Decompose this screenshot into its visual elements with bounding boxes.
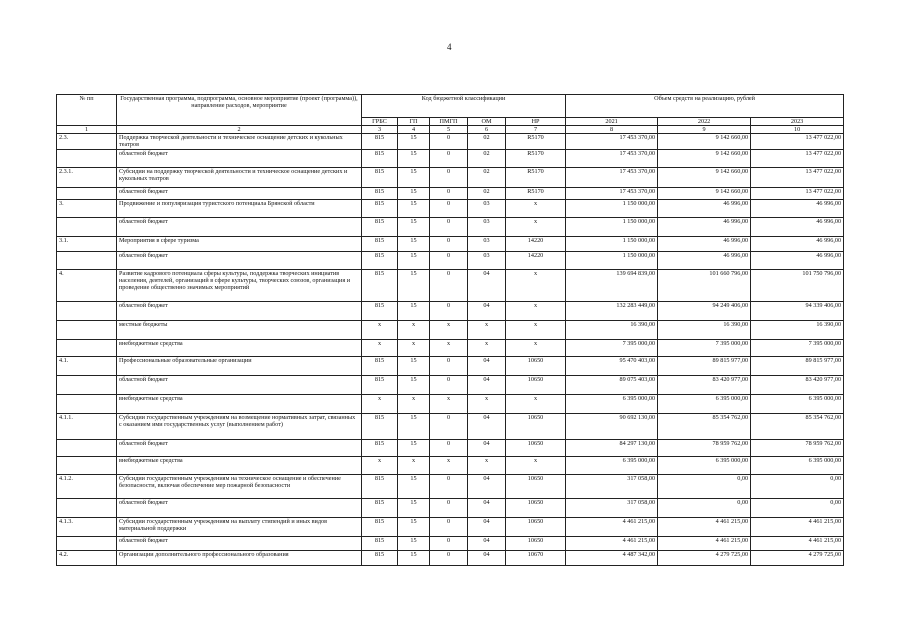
table-row: [57, 375, 844, 394]
cell-nr: х: [506, 199, 566, 217]
table-row: [57, 269, 844, 301]
cell-y2021: 4 461 215,00: [566, 517, 658, 536]
cell-num: [57, 217, 117, 236]
cell-y2021: 6 395 000,00: [566, 456, 658, 474]
cell-y2023: 0,00: [751, 474, 844, 498]
header-colnum-1: 1: [57, 126, 117, 134]
cell-y2022: 46 996,00: [658, 217, 751, 236]
header-code-pmgp: ПМГП: [430, 118, 468, 126]
cell-om: 04: [468, 550, 506, 565]
cell-nr: R5170: [506, 149, 566, 167]
cell-num: [57, 456, 117, 474]
cell-pmgp: 0: [430, 356, 468, 375]
cell-grbs: 815: [362, 134, 398, 149]
cell-gp: 15: [398, 301, 430, 320]
cell-grbs: х: [362, 394, 398, 413]
table-row: [57, 149, 844, 167]
cell-num: 4.: [57, 269, 117, 301]
cell-om: 02: [468, 187, 506, 199]
header-code-nr: НР: [506, 118, 566, 126]
table-row: [57, 474, 844, 498]
cell-name: внебюджетные средства: [117, 456, 362, 474]
cell-om: х: [468, 320, 506, 339]
cell-nr: х: [506, 456, 566, 474]
cell-pmgp: 0: [430, 149, 468, 167]
cell-gp: 15: [398, 217, 430, 236]
cell-gp: 15: [398, 550, 430, 565]
table-row: [57, 517, 844, 536]
cell-y2022: 16 390,00: [658, 320, 751, 339]
header-year-2023: 2023: [751, 118, 844, 126]
cell-grbs: 815: [362, 498, 398, 517]
cell-grbs: х: [362, 339, 398, 356]
cell-name: Мероприятия в сфере туризма: [117, 236, 362, 251]
cell-y2023: 46 996,00: [751, 236, 844, 251]
cell-y2022: 9 142 660,00: [658, 187, 751, 199]
table-row: [57, 301, 844, 320]
cell-y2022: 4 461 215,00: [658, 536, 751, 550]
header-name: Государственная программа, подпрограмма, основное мероприятие (проект (программа)), направление расходов, мероприятие: [117, 95, 362, 126]
cell-y2021: 1 150 000,00: [566, 236, 658, 251]
cell-num: 4.1.3.: [57, 517, 117, 536]
cell-nr: 14220: [506, 251, 566, 269]
cell-grbs: 815: [362, 199, 398, 217]
cell-gp: х: [398, 320, 430, 339]
cell-num: [57, 394, 117, 413]
cell-grbs: 815: [362, 536, 398, 550]
cell-pmgp: х: [430, 394, 468, 413]
cell-y2023: 4 279 725,00: [751, 550, 844, 565]
header-year-2022: 2022: [658, 118, 751, 126]
cell-gp: 15: [398, 236, 430, 251]
cell-gp: 15: [398, 187, 430, 199]
cell-name: Развитие кадрового потенциала сферы культуры, поддержка творческих инициатив населения, деятелей, организаций в сфере культуры, творческих союзов, организация и проведение общественно значимых мероприятий: [117, 269, 362, 301]
cell-y2021: 7 395 000,00: [566, 339, 658, 356]
cell-num: 3.1.: [57, 236, 117, 251]
header-year-2021: 2021: [566, 118, 658, 126]
header-colnum-3: 3: [362, 126, 398, 134]
cell-om: 04: [468, 498, 506, 517]
cell-gp: 15: [398, 199, 430, 217]
cell-nr: х: [506, 320, 566, 339]
cell-grbs: 815: [362, 167, 398, 187]
cell-gp: 15: [398, 474, 430, 498]
cell-y2022: 46 996,00: [658, 251, 751, 269]
cell-name: внебюджетные средства: [117, 394, 362, 413]
cell-gp: 15: [398, 536, 430, 550]
header-num: № пп: [57, 95, 117, 126]
cell-y2023: 7 395 000,00: [751, 339, 844, 356]
cell-om: 04: [468, 439, 506, 456]
cell-name: областной бюджет: [117, 187, 362, 199]
cell-gp: 15: [398, 375, 430, 394]
cell-y2022: 9 142 660,00: [658, 134, 751, 149]
table-row: [57, 167, 844, 187]
header-colnum-10: 10: [751, 126, 844, 134]
cell-num: [57, 498, 117, 517]
cell-y2022: 94 249 406,00: [658, 301, 751, 320]
cell-num: [57, 439, 117, 456]
cell-grbs: 815: [362, 236, 398, 251]
cell-nr: 10650: [506, 474, 566, 498]
cell-y2023: 13 477 022,00: [751, 167, 844, 187]
cell-num: [57, 187, 117, 199]
cell-pmgp: 0: [430, 413, 468, 439]
cell-om: 02: [468, 134, 506, 149]
cell-pmgp: 0: [430, 199, 468, 217]
cell-om: х: [468, 339, 506, 356]
cell-nr: 10650: [506, 413, 566, 439]
cell-y2021: 17 453 370,00: [566, 134, 658, 149]
cell-pmgp: х: [430, 339, 468, 356]
cell-name: Продвижение и популяризация туристского потенциала Брянской области: [117, 199, 362, 217]
cell-om: 03: [468, 236, 506, 251]
cell-y2023: 0,00: [751, 498, 844, 517]
cell-name: Субсидии государственным учреждениям на возмещение нормативных затрат, связанных с оказанием ими государственных услуг (выполнением работ): [117, 413, 362, 439]
cell-gp: 15: [398, 134, 430, 149]
cell-y2021: 317 058,00: [566, 474, 658, 498]
cell-name: Профессиональные образовательные организации: [117, 356, 362, 375]
cell-om: х: [468, 456, 506, 474]
cell-gp: 15: [398, 269, 430, 301]
cell-nr: х: [506, 394, 566, 413]
header-code-gp: ГП: [398, 118, 430, 126]
cell-y2022: 46 996,00: [658, 199, 751, 217]
cell-pmgp: 0: [430, 134, 468, 149]
header-colnum-5: 5: [430, 126, 468, 134]
cell-gp: 15: [398, 439, 430, 456]
cell-name: областной бюджет: [117, 439, 362, 456]
cell-y2023: 4 461 215,00: [751, 517, 844, 536]
cell-num: 4.1.1.: [57, 413, 117, 439]
cell-gp: 15: [398, 413, 430, 439]
cell-y2021: 95 470 403,00: [566, 356, 658, 375]
cell-nr: 14220: [506, 236, 566, 251]
cell-num: [57, 339, 117, 356]
cell-y2023: 46 996,00: [751, 217, 844, 236]
cell-grbs: 815: [362, 269, 398, 301]
cell-y2021: 90 692 130,00: [566, 413, 658, 439]
cell-y2022: 7 395 000,00: [658, 339, 751, 356]
cell-y2021: 6 395 000,00: [566, 394, 658, 413]
cell-nr: R5170: [506, 167, 566, 187]
cell-y2022: 0,00: [658, 474, 751, 498]
header-colnum-4: 4: [398, 126, 430, 134]
cell-y2021: 317 058,00: [566, 498, 658, 517]
cell-y2022: 9 142 660,00: [658, 149, 751, 167]
cell-gp: 15: [398, 356, 430, 375]
cell-om: 04: [468, 474, 506, 498]
cell-pmgp: 0: [430, 217, 468, 236]
table-row: [57, 339, 844, 356]
cell-num: 4.1.: [57, 356, 117, 375]
cell-gp: 15: [398, 498, 430, 517]
table-row: [57, 134, 844, 149]
cell-y2023: 46 996,00: [751, 251, 844, 269]
cell-y2022: 0,00: [658, 498, 751, 517]
cell-y2021: 1 150 000,00: [566, 251, 658, 269]
table-row: [57, 550, 844, 565]
cell-y2023: 85 354 762,00: [751, 413, 844, 439]
header-amounts-group: Объем средств на реализацию, рублей: [566, 95, 844, 118]
cell-num: 4.1.2.: [57, 474, 117, 498]
cell-num: [57, 301, 117, 320]
page-number: 4: [447, 42, 452, 52]
cell-y2023: 13 477 022,00: [751, 187, 844, 199]
cell-num: [57, 149, 117, 167]
cell-y2023: 89 815 977,00: [751, 356, 844, 375]
cell-grbs: 815: [362, 187, 398, 199]
cell-gp: х: [398, 394, 430, 413]
cell-pmgp: х: [430, 320, 468, 339]
cell-nr: х: [506, 301, 566, 320]
cell-y2023: 83 420 977,00: [751, 375, 844, 394]
cell-grbs: 815: [362, 301, 398, 320]
cell-grbs: 815: [362, 550, 398, 565]
cell-name: местные бюджеты: [117, 320, 362, 339]
cell-name: областной бюджет: [117, 375, 362, 394]
cell-nr: R5170: [506, 134, 566, 149]
cell-gp: х: [398, 339, 430, 356]
cell-y2021: 16 390,00: [566, 320, 658, 339]
cell-nr: 10650: [506, 498, 566, 517]
cell-y2022: 89 815 977,00: [658, 356, 751, 375]
header-colnum-2: 2: [117, 126, 362, 134]
cell-y2022: 6 395 000,00: [658, 394, 751, 413]
cell-grbs: 815: [362, 439, 398, 456]
header-codes-group: Код бюджетной классификации: [362, 95, 566, 118]
header-colnum-6: 6: [468, 126, 506, 134]
cell-grbs: 815: [362, 474, 398, 498]
cell-grbs: 815: [362, 517, 398, 536]
cell-grbs: х: [362, 320, 398, 339]
cell-name: Субсидии государственным учреждениям на выплату стипендий и иных видов материальной поддержки: [117, 517, 362, 536]
cell-y2023: 6 395 000,00: [751, 394, 844, 413]
cell-y2023: 4 461 215,00: [751, 536, 844, 550]
cell-name: областной бюджет: [117, 251, 362, 269]
table-row: [57, 187, 844, 199]
cell-num: [57, 320, 117, 339]
cell-grbs: 815: [362, 251, 398, 269]
cell-om: 03: [468, 251, 506, 269]
cell-om: 04: [468, 269, 506, 301]
cell-grbs: 815: [362, 217, 398, 236]
cell-y2021: 89 075 403,00: [566, 375, 658, 394]
table-row: [57, 439, 844, 456]
cell-y2022: 4 461 215,00: [658, 517, 751, 536]
cell-num: 2.3.1.: [57, 167, 117, 187]
cell-pmgp: 0: [430, 301, 468, 320]
cell-y2023: 13 477 022,00: [751, 149, 844, 167]
cell-y2022: 4 279 725,00: [658, 550, 751, 565]
cell-y2022: 85 354 762,00: [658, 413, 751, 439]
cell-om: 02: [468, 149, 506, 167]
cell-nr: 10650: [506, 375, 566, 394]
cell-nr: R5170: [506, 187, 566, 199]
cell-nr: 10670: [506, 550, 566, 565]
cell-pmgp: 0: [430, 474, 468, 498]
cell-pmgp: 0: [430, 236, 468, 251]
cell-pmgp: 0: [430, 187, 468, 199]
cell-grbs: 815: [362, 149, 398, 167]
cell-name: областной бюджет: [117, 217, 362, 236]
cell-grbs: 815: [362, 413, 398, 439]
cell-y2022: 101 660 796,00: [658, 269, 751, 301]
table-header: [57, 95, 844, 134]
cell-nr: 10650: [506, 517, 566, 536]
cell-grbs: 815: [362, 356, 398, 375]
cell-nr: х: [506, 339, 566, 356]
cell-gp: 15: [398, 251, 430, 269]
cell-y2022: 83 420 977,00: [658, 375, 751, 394]
cell-y2021: 84 297 130,00: [566, 439, 658, 456]
cell-y2022: 78 959 762,00: [658, 439, 751, 456]
table-row: [57, 199, 844, 217]
cell-grbs: х: [362, 456, 398, 474]
cell-num: [57, 251, 117, 269]
cell-om: 04: [468, 375, 506, 394]
cell-pmgp: 0: [430, 269, 468, 301]
cell-y2023: 6 395 000,00: [751, 456, 844, 474]
cell-name: областной бюджет: [117, 301, 362, 320]
table-row: [57, 413, 844, 439]
cell-name: Субсидии на поддержку творческой деятельности и техническое оснащение детских и кукольных театров: [117, 167, 362, 187]
cell-pmgp: 0: [430, 536, 468, 550]
cell-om: х: [468, 394, 506, 413]
cell-num: [57, 536, 117, 550]
cell-y2021: 17 453 370,00: [566, 187, 658, 199]
cell-y2023: 13 477 022,00: [751, 134, 844, 149]
cell-pmgp: 0: [430, 498, 468, 517]
table-row: [57, 236, 844, 251]
cell-nr: х: [506, 217, 566, 236]
cell-om: 04: [468, 517, 506, 536]
cell-name: областной бюджет: [117, 149, 362, 167]
cell-pmgp: 0: [430, 439, 468, 456]
header-colnum-7: 7: [506, 126, 566, 134]
cell-om: 03: [468, 217, 506, 236]
cell-y2021: 17 453 370,00: [566, 149, 658, 167]
cell-pmgp: 0: [430, 167, 468, 187]
cell-nr: 10650: [506, 536, 566, 550]
table-row: [57, 498, 844, 517]
cell-om: 02: [468, 167, 506, 187]
cell-gp: 15: [398, 517, 430, 536]
header-colnum-9: 9: [658, 126, 751, 134]
header-code-om: ОМ: [468, 118, 506, 126]
cell-name: Субсидии государственным учреждениям на техническое оснащение и обеспечение безопасности, включая обеспечение мер пожарной безопасности: [117, 474, 362, 498]
table-row: [57, 536, 844, 550]
cell-om: 04: [468, 413, 506, 439]
cell-nr: 10650: [506, 439, 566, 456]
cell-y2021: 139 694 839,00: [566, 269, 658, 301]
table-row: [57, 217, 844, 236]
cell-nr: х: [506, 269, 566, 301]
budget-table: [56, 94, 844, 566]
cell-num: 2.3.: [57, 134, 117, 149]
cell-pmgp: 0: [430, 550, 468, 565]
cell-y2021: 132 283 449,00: [566, 301, 658, 320]
table-body: [57, 134, 844, 565]
table-row: [57, 251, 844, 269]
header-colnum-8: 8: [566, 126, 658, 134]
cell-om: 04: [468, 301, 506, 320]
cell-pmgp: 0: [430, 517, 468, 536]
cell-num: 3.: [57, 199, 117, 217]
cell-y2021: 4 461 215,00: [566, 536, 658, 550]
cell-y2022: 9 142 660,00: [658, 167, 751, 187]
cell-om: 04: [468, 356, 506, 375]
cell-gp: х: [398, 456, 430, 474]
cell-y2023: 46 996,00: [751, 199, 844, 217]
cell-y2023: 94 339 406,00: [751, 301, 844, 320]
cell-y2021: 17 453 370,00: [566, 167, 658, 187]
table-row: [57, 456, 844, 474]
cell-y2021: 4 487 342,00: [566, 550, 658, 565]
cell-name: внебюджетные средства: [117, 339, 362, 356]
cell-num: [57, 375, 117, 394]
cell-om: 04: [468, 536, 506, 550]
header-code-grbs: ГРБС: [362, 118, 398, 126]
cell-pmgp: х: [430, 456, 468, 474]
cell-name: областной бюджет: [117, 536, 362, 550]
cell-grbs: 815: [362, 375, 398, 394]
cell-gp: 15: [398, 149, 430, 167]
cell-num: 4.2.: [57, 550, 117, 565]
cell-gp: 15: [398, 167, 430, 187]
cell-pmgp: 0: [430, 375, 468, 394]
cell-name: областной бюджет: [117, 498, 362, 517]
cell-y2021: 1 150 000,00: [566, 217, 658, 236]
cell-pmgp: 0: [430, 251, 468, 269]
cell-om: 03: [468, 199, 506, 217]
cell-y2023: 16 390,00: [751, 320, 844, 339]
table-row: [57, 320, 844, 339]
cell-y2023: 78 959 762,00: [751, 439, 844, 456]
cell-y2023: 101 750 796,00: [751, 269, 844, 301]
table-row: [57, 394, 844, 413]
cell-y2021: 1 150 000,00: [566, 199, 658, 217]
cell-y2022: 46 996,00: [658, 236, 751, 251]
cell-name: Поддержка творческой деятельности и техническое оснащение детских и кукольных театров: [117, 134, 362, 149]
cell-name: Организации дополнительного профессионального образования: [117, 550, 362, 565]
cell-nr: 10650: [506, 356, 566, 375]
table-row: [57, 356, 844, 375]
cell-y2022: 6 395 000,00: [658, 456, 751, 474]
